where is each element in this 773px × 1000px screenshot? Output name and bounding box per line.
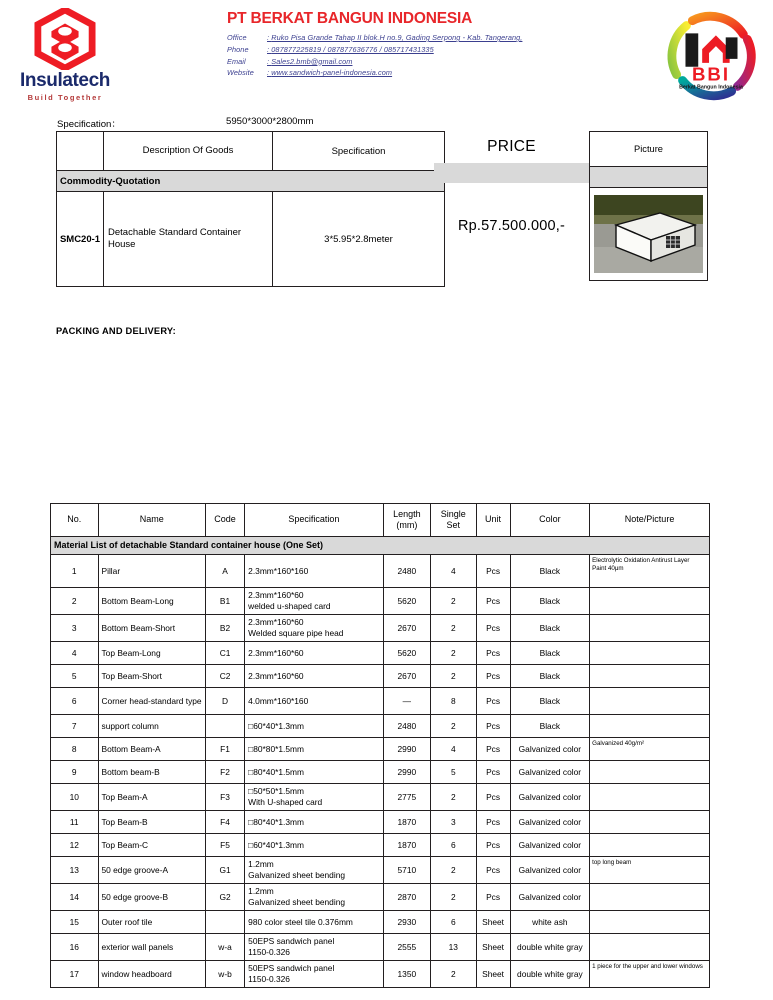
contact-separator: : (267, 68, 272, 78)
material-cell-code (205, 715, 244, 738)
material-cell-unit: Pcs (476, 688, 510, 715)
material-cell-code: F3 (205, 784, 244, 811)
material-cell-specification: 2.3mm*160*160 (245, 555, 383, 588)
material-cell-name: Bottom Beam-Long (98, 588, 205, 615)
quotation-header-row (57, 132, 445, 171)
material-cell-code: D (205, 688, 244, 715)
table-row (51, 961, 710, 988)
material-cell-note (590, 642, 710, 665)
material-cell-no: 12 (51, 834, 99, 857)
contact-line-office (227, 32, 567, 44)
contact-value: www.sandwich-panel-indonesia.com (271, 68, 393, 78)
contact-label: Website (227, 68, 254, 78)
material-cell-no: 6 (51, 688, 99, 715)
material-cell-no: 1 (51, 555, 99, 588)
material-cell-length: 5620 (383, 642, 431, 665)
material-cell-name: window headboard (98, 961, 205, 988)
material-cell-note (590, 934, 710, 961)
picture-cell (590, 188, 708, 281)
document-header (0, 0, 773, 112)
material-cell-specification: □80*80*1.5mm (245, 738, 383, 761)
material-cell-length: 2480 (383, 715, 431, 738)
material-cell-single-set: 8 (431, 688, 476, 715)
quotation-band-row (57, 171, 445, 192)
material-header-length-line1: Length (393, 508, 421, 519)
material-cell-length: 2775 (383, 784, 431, 811)
material-header-no: No. (51, 504, 99, 537)
material-cell-code: w-b (205, 961, 244, 988)
insulatech-logo (5, 6, 125, 106)
quotation-header-description: Description Of Goods (104, 132, 273, 171)
material-cell-no: 9 (51, 761, 99, 784)
picture-header-row (590, 132, 708, 167)
svg-text:Berkat Bangun Indonesia: Berkat Bangun Indonesia (679, 84, 743, 91)
material-cell-no: 4 (51, 642, 99, 665)
material-cell-note: top long beam (590, 857, 710, 884)
material-cell-specification: 4.0mm*160*160 (245, 688, 383, 715)
material-cell-note (590, 761, 710, 784)
material-cell-unit: Pcs (476, 784, 510, 811)
contact-list (227, 32, 567, 79)
material-cell-note (590, 615, 710, 642)
contact-line-website (227, 67, 567, 79)
material-cell-unit: Pcs (476, 615, 510, 642)
material-cell-note (590, 588, 710, 615)
material-cell-code: G1 (205, 857, 244, 884)
picture-header: Picture (590, 132, 708, 167)
material-header-code: Code (205, 504, 244, 537)
material-cell-color: Black (510, 715, 590, 738)
material-cell-no: 17 (51, 961, 99, 988)
material-list-section (50, 503, 710, 988)
material-cell-color: Galvanized color (510, 884, 590, 911)
material-cell-unit: Pcs (476, 715, 510, 738)
material-cell-unit: Pcs (476, 665, 510, 688)
company-title: PT BERKAT BANGUN INDONESIA (227, 10, 473, 27)
material-cell-single-set: 13 (431, 934, 476, 961)
material-cell-color: double white gray (510, 961, 590, 988)
material-cell-single-set: 2 (431, 665, 476, 688)
material-cell-color: Galvanized color (510, 834, 590, 857)
material-cell-color: Black (510, 688, 590, 715)
material-cell-no: 8 (51, 738, 99, 761)
material-cell-specification: 980 color steel tile 0.376mm (245, 911, 383, 934)
table-row (51, 811, 710, 834)
material-cell-specification: 2.3mm*160*60 Welded square pipe head (245, 615, 383, 642)
material-cell-color: double white gray (510, 934, 590, 961)
material-cell-single-set: 4 (431, 555, 476, 588)
table-row (51, 615, 710, 642)
material-cell-specification: 1.2mm Galvanized sheet bending (245, 857, 383, 884)
material-cell-specification: □60*40*1.3mm (245, 834, 383, 857)
table-row (51, 642, 710, 665)
material-cell-name: Outer roof tile (98, 911, 205, 934)
material-cell-specification: □80*40*1.5mm (245, 761, 383, 784)
material-cell-single-set: 2 (431, 615, 476, 642)
material-cell-no: 7 (51, 715, 99, 738)
contact-line-phone (227, 44, 567, 56)
material-cell-note: 1 piece for the upper and lower windows (590, 961, 710, 988)
material-cell-unit: Pcs (476, 857, 510, 884)
material-cell-name: Corner head-standard type (98, 688, 205, 715)
contact-value: Sales2.bmb@gmail.com (271, 56, 353, 66)
material-cell-name: 50 edge groove-A (98, 857, 205, 884)
material-cell-specification: 2.3mm*160*60 (245, 665, 383, 688)
material-cell-specification: 2.3mm*160*60 welded u-shaped card (245, 588, 383, 615)
material-cell-note (590, 665, 710, 688)
price-column (434, 131, 589, 269)
material-cell-code: A (205, 555, 244, 588)
material-cell-unit: Pcs (476, 642, 510, 665)
material-cell-code: C1 (205, 642, 244, 665)
material-cell-color: Galvanized color (510, 857, 590, 884)
material-cell-length: 2555 (383, 934, 431, 961)
cube-logo-icon (34, 8, 96, 70)
material-cell-unit: Pcs (476, 761, 510, 784)
material-cell-no: 16 (51, 934, 99, 961)
material-cell-length: 5620 (383, 588, 431, 615)
quotation-specification: 3*5.95*2.8meter (273, 192, 445, 287)
material-header-single-line2: Set (446, 520, 461, 530)
quotation-table (56, 131, 445, 287)
material-cell-code: F4 (205, 811, 244, 834)
material-header-unit: Unit (476, 504, 510, 537)
material-cell-single-set: 4 (431, 738, 476, 761)
material-cell-color: Black (510, 588, 590, 615)
material-cell-name: Bottom Beam-Short (98, 615, 205, 642)
material-header-single-line1: Single (440, 508, 466, 519)
material-cell-single-set: 6 (431, 911, 476, 934)
material-cell-note (590, 884, 710, 911)
material-cell-no: 13 (51, 857, 99, 884)
material-cell-no: 10 (51, 784, 99, 811)
material-cell-no: 5 (51, 665, 99, 688)
material-cell-code: w-a (205, 934, 244, 961)
material-cell-unit: Sheet (476, 961, 510, 988)
material-header-length-line2: (mm) (396, 520, 418, 530)
material-cell-specification: 50EPS sandwich panel 1150-0.326 (245, 934, 383, 961)
svg-text:BBI: BBI (692, 63, 730, 85)
quotation-section (56, 131, 711, 281)
material-cell-name: Top Beam-B (98, 811, 205, 834)
material-cell-specification: □60*40*1.3mm (245, 715, 383, 738)
table-row (51, 784, 710, 811)
contact-line-email (227, 56, 567, 68)
material-cell-code: F5 (205, 834, 244, 857)
material-cell-note (590, 811, 710, 834)
table-row (51, 884, 710, 911)
material-cell-code: C2 (205, 665, 244, 688)
picture-band-spacer (590, 167, 708, 188)
material-cell-single-set: 2 (431, 784, 476, 811)
material-cell-single-set: 2 (431, 961, 476, 988)
material-cell-single-set: 2 (431, 715, 476, 738)
material-cell-unit: Pcs (476, 738, 510, 761)
table-row (51, 588, 710, 615)
material-cell-length: 5710 (383, 857, 431, 884)
table-row (51, 738, 710, 761)
material-cell-specification: 1.2mm Galvanized sheet bending (245, 884, 383, 911)
material-cell-no: 14 (51, 884, 99, 911)
specification-label: Specification： (57, 119, 121, 130)
material-cell-note: Galvanized 40g/m² (590, 738, 710, 761)
packing-and-delivery-label: PACKING AND DELIVERY: (56, 326, 176, 336)
material-cell-color: Galvanized color (510, 811, 590, 834)
brand-tagline: Build Together (27, 93, 103, 102)
contact-label: Phone (227, 44, 249, 54)
material-cell-note (590, 784, 710, 811)
material-cell-unit: Pcs (476, 811, 510, 834)
material-cell-length: — (383, 688, 431, 715)
material-cell-color: Black (510, 665, 590, 688)
table-row (51, 761, 710, 784)
material-cell-note (590, 911, 710, 934)
material-cell-length: 2990 (383, 738, 431, 761)
bbi-circular-logo-icon (657, 2, 765, 108)
material-cell-note (590, 715, 710, 738)
quotation-description: Detachable Standard Container House (104, 192, 273, 287)
material-cell-specification: □50*50*1.5mm With U-shaped card (245, 784, 383, 811)
material-header-single-set (431, 504, 476, 537)
material-cell-code: B2 (205, 615, 244, 642)
contact-label: Email (227, 56, 246, 66)
contact-separator: : (267, 33, 272, 42)
commodity-quotation-band: Commodity-Quotation (57, 171, 445, 192)
material-cell-note: Electrolytic Oxidation Antirust Layer Paint 40μm (590, 555, 710, 588)
material-cell-unit: Sheet (476, 934, 510, 961)
material-cell-length: 1870 (383, 811, 431, 834)
contact-value: 087877225819 / 087877636776 / 085717431335 (271, 44, 434, 54)
material-cell-color: Black (510, 615, 590, 642)
material-cell-name: 50 edge groove-B (98, 884, 205, 911)
table-row (51, 834, 710, 857)
material-cell-length: 2930 (383, 911, 431, 934)
material-cell-code: B1 (205, 588, 244, 615)
material-cell-specification: 50EPS sandwich panel 1150-0.326 (245, 961, 383, 988)
material-list-band: Material List of detachable Standard container house (One Set) (51, 537, 710, 555)
material-cell-length: 1870 (383, 834, 431, 857)
material-header-specification: Specification (245, 504, 383, 537)
company-info (227, 10, 567, 79)
specification-value: 5950*3000*2800mm (226, 116, 314, 127)
material-header-length (383, 504, 431, 537)
material-cell-color: Galvanized color (510, 738, 590, 761)
brand-name: Insulatech (20, 70, 110, 91)
material-cell-name: Top Beam-Long (98, 642, 205, 665)
material-cell-no: 11 (51, 811, 99, 834)
quotation-data-row (57, 192, 445, 287)
material-cell-single-set: 3 (431, 811, 476, 834)
material-cell-length: 1350 (383, 961, 431, 988)
material-header-row (51, 504, 710, 537)
contact-value: Ruko Pisa Grande Tahap II blok.H no.9, Gading Serpong - Kab. Tangerang, (271, 33, 523, 42)
quotation-header-blank (57, 132, 104, 171)
material-cell-color: Black (510, 555, 590, 588)
material-cell-single-set: 2 (431, 884, 476, 911)
material-cell-length: 2990 (383, 761, 431, 784)
material-header-color: Color (510, 504, 590, 537)
material-cell-name: Top Beam-Short (98, 665, 205, 688)
material-cell-specification: 2.3mm*160*60 (245, 642, 383, 665)
material-cell-name: Bottom beam-B (98, 761, 205, 784)
material-cell-specification: □80*40*1.3mm (245, 811, 383, 834)
material-cell-single-set: 2 (431, 588, 476, 615)
contact-separator: : (267, 56, 272, 66)
table-row (51, 911, 710, 934)
material-cell-no: 15 (51, 911, 99, 934)
table-row (51, 934, 710, 961)
material-cell-unit: Sheet (476, 911, 510, 934)
material-cell-single-set: 6 (431, 834, 476, 857)
contact-separator: : (267, 44, 272, 54)
material-cell-color: Galvanized color (510, 784, 590, 811)
material-cell-name: support column (98, 715, 205, 738)
material-cell-code: F2 (205, 761, 244, 784)
material-header-note: Note/Picture (590, 504, 710, 537)
price-value: Rp.57.500.000,- (458, 218, 565, 234)
material-cell-unit: Pcs (476, 834, 510, 857)
quotation-code: SMC20-1 (57, 192, 104, 287)
material-list-table (50, 503, 710, 988)
material-cell-name: exterior wall panels (98, 934, 205, 961)
price-header: PRICE (487, 138, 536, 155)
material-cell-no: 2 (51, 588, 99, 615)
material-cell-no: 3 (51, 615, 99, 642)
material-cell-name: Top Beam-A (98, 784, 205, 811)
material-cell-length: 2670 (383, 615, 431, 642)
material-cell-note (590, 688, 710, 715)
table-row (51, 715, 710, 738)
table-row (51, 555, 710, 588)
material-cell-name: Top Beam-C (98, 834, 205, 857)
table-row (51, 688, 710, 715)
picture-body-row (590, 188, 708, 281)
material-cell-color: Black (510, 642, 590, 665)
picture-band-row (590, 167, 708, 188)
material-header-name: Name (98, 504, 205, 537)
material-cell-color: white ash (510, 911, 590, 934)
picture-table (589, 131, 708, 281)
material-cell-color: Galvanized color (510, 761, 590, 784)
material-cell-single-set: 2 (431, 642, 476, 665)
material-band-row (51, 537, 710, 555)
material-cell-code (205, 911, 244, 934)
material-cell-unit: Pcs (476, 884, 510, 911)
material-cell-name: Bottom Beam-A (98, 738, 205, 761)
material-cell-length: 2870 (383, 884, 431, 911)
material-cell-length: 2480 (383, 555, 431, 588)
material-cell-length: 2670 (383, 665, 431, 688)
material-cell-name: Pillar (98, 555, 205, 588)
material-cell-single-set: 5 (431, 761, 476, 784)
material-cell-note (590, 834, 710, 857)
material-cell-code: G2 (205, 884, 244, 911)
price-band-spacer (434, 163, 589, 183)
material-cell-unit: Pcs (476, 588, 510, 615)
contact-label: Office (227, 33, 247, 42)
material-cell-code: F1 (205, 738, 244, 761)
container-house-photo (594, 195, 703, 273)
material-cell-unit: Pcs (476, 555, 510, 588)
table-row (51, 857, 710, 884)
table-row (51, 665, 710, 688)
quotation-header-specification: Specification (273, 132, 445, 171)
material-cell-single-set: 2 (431, 857, 476, 884)
